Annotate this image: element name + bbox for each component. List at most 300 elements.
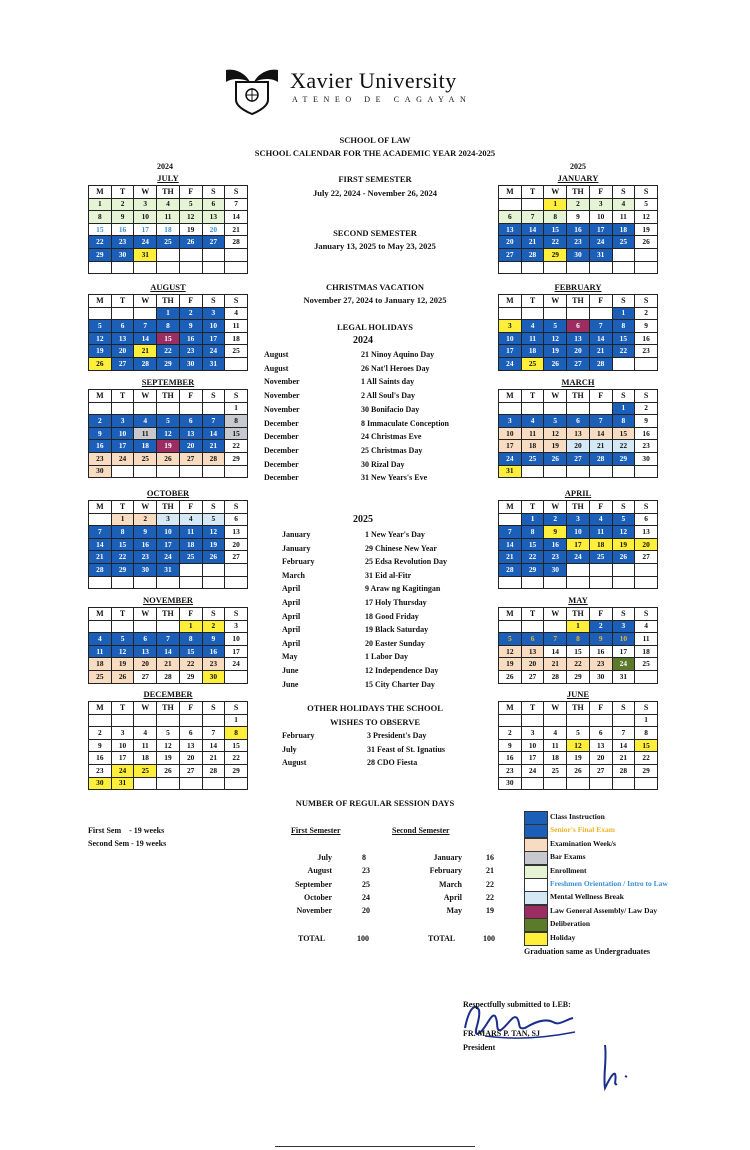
weekday-header: TH	[567, 608, 590, 621]
day-cell: 17	[157, 538, 180, 551]
day-cell: 2	[567, 198, 590, 211]
day-cell	[89, 513, 112, 526]
day-cell: 10	[157, 526, 180, 539]
day-cell: 3	[521, 727, 544, 740]
month-table-january	[498, 185, 658, 274]
day-cell: 19	[157, 440, 180, 453]
day-cell: 27	[499, 248, 522, 261]
day-cell: 7	[589, 415, 612, 428]
month-title-may: MAY	[568, 595, 588, 605]
weekday-header: W	[134, 702, 157, 715]
day-cell: 8	[89, 211, 112, 224]
day-cell	[589, 714, 612, 727]
day-cell: 21	[202, 440, 225, 453]
month-title-april: APRIL	[564, 488, 592, 498]
day-cell: 29	[225, 764, 248, 777]
day-cell: 1	[225, 714, 248, 727]
legend-swatch	[524, 851, 548, 865]
weekday-header: T	[111, 501, 134, 514]
day-cell: 26	[202, 551, 225, 564]
day-cell	[521, 402, 544, 415]
day-cell: 17	[521, 752, 544, 765]
day-cell: 24	[612, 658, 635, 671]
day-cell: 18	[612, 223, 635, 236]
day-cell	[111, 261, 134, 274]
day-cell: 21	[612, 752, 635, 765]
day-cell	[134, 620, 157, 633]
weekday-header: F	[179, 702, 202, 715]
day-cell: 25	[521, 452, 544, 465]
month-title-january: JANUARY	[557, 173, 599, 183]
day-cell: 12	[202, 526, 225, 539]
day-cell: 16	[111, 223, 134, 236]
day-cell: 31	[134, 248, 157, 261]
weekday-header: W	[134, 501, 157, 514]
day-cell: 15	[225, 427, 248, 440]
day-cell	[111, 620, 134, 633]
holiday-name: 28 CDO Fiesta	[367, 758, 418, 768]
day-cell: 5	[612, 513, 635, 526]
day-cell: 29	[179, 670, 202, 683]
holiday-month: June	[282, 679, 299, 689]
day-cell: 3	[202, 307, 225, 320]
day-cell	[544, 777, 567, 790]
weekday-header: M	[89, 390, 112, 403]
day-cell	[225, 670, 248, 683]
day-cell: 8	[612, 320, 635, 333]
weekday-header: M	[499, 608, 522, 621]
day-cell	[635, 248, 658, 261]
day-cell	[612, 261, 635, 274]
day-cell: 15	[89, 223, 112, 236]
session-month: February	[429, 866, 462, 876]
weekday-header: W	[134, 608, 157, 621]
day-cell: 6	[111, 320, 134, 333]
day-cell	[567, 307, 590, 320]
day-cell: 22	[157, 345, 180, 358]
weekday-header: T	[111, 186, 134, 199]
holiday-name: 20 Easter Sunday	[365, 638, 425, 648]
day-cell	[179, 576, 202, 589]
second-total-value: 100	[483, 934, 495, 943]
day-cell	[544, 402, 567, 415]
day-cell: 28	[157, 670, 180, 683]
month-table-november	[88, 607, 248, 684]
weekday-header: T	[521, 186, 544, 199]
day-cell: 28	[589, 452, 612, 465]
day-cell: 10	[134, 211, 157, 224]
day-cell: 22	[225, 440, 248, 453]
month-title-march: MARCH	[561, 377, 595, 387]
session-count: 21	[486, 866, 494, 876]
day-cell: 6	[179, 415, 202, 428]
day-cell: 17	[567, 538, 590, 551]
day-cell	[635, 576, 658, 589]
day-cell	[499, 307, 522, 320]
day-cell: 16	[89, 752, 112, 765]
day-cell: 28	[521, 248, 544, 261]
weekday-header: TH	[157, 186, 180, 199]
legal-holidays-2025-year: 2025	[353, 514, 373, 525]
day-cell: 14	[589, 332, 612, 345]
day-cell: 6	[134, 633, 157, 646]
day-cell	[589, 307, 612, 320]
month-table-august	[88, 294, 248, 371]
day-cell: 21	[157, 658, 180, 671]
holiday-month: January	[282, 543, 311, 553]
day-cell: 15	[612, 332, 635, 345]
day-cell: 11	[179, 526, 202, 539]
day-cell: 30	[89, 465, 112, 478]
first-sem-weeks: First Sem - 19 weeks	[88, 826, 165, 835]
day-cell	[567, 714, 590, 727]
holiday-month: November	[264, 391, 300, 401]
day-cell	[157, 576, 180, 589]
day-cell: 5	[157, 415, 180, 428]
day-cell: 18	[134, 752, 157, 765]
day-cell: 23	[202, 658, 225, 671]
day-cell: 25	[589, 551, 612, 564]
day-cell: 30	[567, 248, 590, 261]
session-month: May	[446, 906, 462, 916]
day-cell: 2	[89, 727, 112, 740]
day-cell	[567, 777, 590, 790]
weekday-header: TH	[157, 295, 180, 308]
day-cell	[567, 465, 590, 478]
day-cell: 2	[499, 727, 522, 740]
weekday-header: M	[499, 186, 522, 199]
holiday-month: December	[264, 473, 299, 483]
day-cell	[589, 563, 612, 576]
day-cell: 23	[134, 551, 157, 564]
day-cell: 20	[179, 440, 202, 453]
day-cell: 12	[179, 211, 202, 224]
first-total-label: TOTAL	[298, 934, 326, 943]
day-cell: 5	[89, 320, 112, 333]
legend-label: Bar Exams	[550, 852, 586, 862]
day-cell	[635, 357, 658, 370]
day-cell	[499, 513, 522, 526]
day-cell: 1	[179, 620, 202, 633]
day-cell: 4	[225, 307, 248, 320]
legend-swatch	[524, 932, 548, 946]
day-cell: 15	[157, 332, 180, 345]
logo-crest-icon	[222, 66, 282, 116]
weekday-header: F	[179, 390, 202, 403]
month-title-october: OCTOBER	[146, 488, 190, 498]
day-cell	[521, 777, 544, 790]
day-cell: 3	[499, 415, 522, 428]
weekday-header: F	[589, 186, 612, 199]
holiday-month: April	[282, 638, 301, 648]
day-cell: 28	[202, 764, 225, 777]
day-cell	[612, 248, 635, 261]
day-cell: 26	[157, 764, 180, 777]
month-table-june	[498, 701, 658, 790]
day-cell	[499, 620, 522, 633]
day-cell: 9	[635, 320, 658, 333]
day-cell: 12	[612, 526, 635, 539]
day-cell	[179, 261, 202, 274]
day-cell: 6	[567, 415, 590, 428]
holiday-month: March	[282, 570, 305, 580]
signature-submitted: Respectfully submitted to LEB:	[463, 1000, 571, 1009]
day-cell	[225, 357, 248, 370]
weekday-header: TH	[567, 390, 590, 403]
day-cell: 8	[111, 526, 134, 539]
day-cell: 18	[635, 645, 658, 658]
weekday-header: S	[635, 608, 658, 621]
day-cell: 29	[225, 452, 248, 465]
day-cell	[179, 777, 202, 790]
day-cell	[225, 777, 248, 790]
weekday-header: S	[202, 295, 225, 308]
day-cell: 22	[89, 236, 112, 249]
day-cell: 31	[157, 563, 180, 576]
day-cell	[612, 714, 635, 727]
month-table-march	[498, 389, 658, 478]
weekday-header: S	[635, 390, 658, 403]
day-cell: 6	[225, 513, 248, 526]
day-cell: 22	[225, 752, 248, 765]
day-cell: 3	[157, 513, 180, 526]
day-cell: 27	[134, 670, 157, 683]
university-logo	[222, 66, 282, 116]
legend-swatch	[524, 905, 548, 919]
weekday-header: S	[635, 501, 658, 514]
day-cell: 31	[499, 465, 522, 478]
day-cell: 23	[589, 658, 612, 671]
holiday-name: 9 Araw ng Kagitingan	[365, 584, 441, 594]
day-cell	[544, 620, 567, 633]
day-cell	[157, 248, 180, 261]
day-cell: 3	[111, 415, 134, 428]
day-cell	[134, 307, 157, 320]
holiday-name: 12 Independence Day	[365, 666, 439, 675]
day-cell: 6	[589, 727, 612, 740]
day-cell: 20	[225, 538, 248, 551]
day-cell	[202, 576, 225, 589]
weekday-header: F	[179, 186, 202, 199]
day-cell	[635, 465, 658, 478]
weekday-header: TH	[567, 501, 590, 514]
holiday-name: 3 President's Day	[367, 731, 427, 740]
second-semester-dates: January 13, 2025 to May 23, 2025	[314, 241, 436, 251]
day-cell: 3	[111, 727, 134, 740]
day-cell: 9	[134, 526, 157, 539]
day-cell	[111, 576, 134, 589]
day-cell: 16	[89, 440, 112, 453]
day-cell: 8	[179, 633, 202, 646]
day-cell: 29	[157, 357, 180, 370]
day-cell: 22	[544, 236, 567, 249]
month-table-october	[88, 500, 248, 589]
session-count: 19	[486, 906, 494, 916]
day-cell: 15	[612, 427, 635, 440]
day-cell	[612, 563, 635, 576]
day-cell: 3	[499, 320, 522, 333]
day-cell: 3	[612, 620, 635, 633]
day-cell: 7	[589, 320, 612, 333]
day-cell: 4	[521, 415, 544, 428]
holiday-name: 1 New Year's Day	[365, 530, 425, 539]
day-cell: 27	[635, 551, 658, 564]
weekday-header: S	[225, 295, 248, 308]
day-cell: 25	[134, 452, 157, 465]
holiday-name: 30 Rizal Day	[361, 459, 405, 469]
day-cell	[225, 576, 248, 589]
day-cell: 11	[225, 320, 248, 333]
day-cell: 16	[202, 645, 225, 658]
holiday-name: 24 Christmas Eve	[361, 432, 422, 442]
day-cell: 15	[225, 739, 248, 752]
day-cell: 28	[89, 563, 112, 576]
day-cell	[157, 402, 180, 415]
day-cell	[89, 402, 112, 415]
day-cell	[589, 402, 612, 415]
day-cell	[635, 777, 658, 790]
day-cell: 14	[202, 739, 225, 752]
legend-swatch	[524, 878, 548, 892]
day-cell: 4	[179, 513, 202, 526]
day-cell: 8	[157, 320, 180, 333]
day-cell: 13	[499, 223, 522, 236]
day-cell: 14	[157, 645, 180, 658]
weekday-header: S	[635, 295, 658, 308]
day-cell: 15	[567, 645, 590, 658]
holiday-month: June	[282, 666, 299, 675]
day-cell: 10	[499, 332, 522, 345]
session-count: 20	[362, 906, 370, 916]
day-cell: 16	[544, 538, 567, 551]
day-cell: 1	[612, 307, 635, 320]
day-cell: 19	[567, 752, 590, 765]
month-table-february	[498, 294, 658, 371]
day-cell	[544, 261, 567, 274]
day-cell: 13	[202, 211, 225, 224]
day-cell: 26	[544, 357, 567, 370]
day-cell	[635, 563, 658, 576]
day-cell: 16	[179, 332, 202, 345]
school-name: SCHOOL OF LAW	[339, 135, 411, 145]
day-cell: 26	[111, 670, 134, 683]
footer-rule	[275, 1146, 475, 1147]
day-cell: 18	[134, 440, 157, 453]
day-cell	[134, 261, 157, 274]
weekday-header: TH	[157, 608, 180, 621]
weekday-header: W	[544, 295, 567, 308]
day-cell: 22	[179, 658, 202, 671]
day-cell	[89, 714, 112, 727]
holiday-name: 31 Eid al-Fitr	[365, 570, 412, 580]
initials-mark	[597, 1040, 637, 1095]
day-cell: 11	[544, 739, 567, 752]
day-cell: 5	[111, 633, 134, 646]
day-cell	[202, 465, 225, 478]
day-cell: 11	[134, 739, 157, 752]
day-cell: 25	[157, 236, 180, 249]
day-cell: 5	[544, 415, 567, 428]
day-cell	[225, 248, 248, 261]
day-cell	[111, 465, 134, 478]
day-cell	[225, 563, 248, 576]
day-cell: 29	[635, 764, 658, 777]
day-cell	[179, 563, 202, 576]
day-cell	[544, 307, 567, 320]
weekday-header: M	[499, 501, 522, 514]
weekday-header: TH	[157, 390, 180, 403]
christmas-vacation-dates: November 27, 2024 to January 12, 2025	[303, 295, 447, 305]
day-cell: 13	[111, 332, 134, 345]
day-cell	[179, 248, 202, 261]
weekday-header: S	[225, 608, 248, 621]
day-cell: 16	[567, 223, 590, 236]
day-cell: 11	[157, 211, 180, 224]
day-cell: 12	[499, 645, 522, 658]
day-cell	[134, 714, 157, 727]
legend-label: Mental Wellness Break	[550, 892, 624, 902]
day-cell: 4	[157, 198, 180, 211]
weekday-header: T	[521, 702, 544, 715]
day-cell: 9	[202, 633, 225, 646]
day-cell	[612, 465, 635, 478]
day-cell: 30	[111, 248, 134, 261]
day-cell: 2	[89, 415, 112, 428]
day-cell	[179, 714, 202, 727]
day-cell: 7	[134, 320, 157, 333]
month-title-july: JULY	[157, 173, 179, 183]
day-cell: 16	[134, 538, 157, 551]
holiday-name: 15 City Charter Day	[365, 679, 435, 689]
day-cell: 10	[499, 427, 522, 440]
day-cell	[179, 465, 202, 478]
day-cell	[134, 777, 157, 790]
day-cell: 30	[544, 563, 567, 576]
legend-swatch	[524, 838, 548, 852]
weekday-header: S	[202, 390, 225, 403]
legend-label: Enrollment	[550, 865, 587, 875]
day-cell: 11	[589, 526, 612, 539]
day-cell: 22	[612, 345, 635, 358]
day-cell: 22	[567, 658, 590, 671]
day-cell: 24	[157, 551, 180, 564]
month-table-may	[498, 607, 658, 684]
holiday-month: February	[282, 557, 315, 567]
day-cell: 21	[589, 440, 612, 453]
weekday-header: T	[521, 608, 544, 621]
day-cell: 23	[544, 551, 567, 564]
day-cell: 10	[612, 633, 635, 646]
weekday-header: W	[544, 390, 567, 403]
day-cell: 18	[157, 223, 180, 236]
session-count: 8	[362, 853, 366, 862]
weekday-header: TH	[157, 702, 180, 715]
session-count: 25	[362, 879, 370, 889]
day-cell: 26	[89, 357, 112, 370]
weekday-header: T	[111, 390, 134, 403]
month-title-december: DECEMBER	[143, 689, 193, 699]
holiday-month: August	[282, 758, 307, 768]
day-cell	[111, 714, 134, 727]
day-cell: 27	[179, 452, 202, 465]
holiday-name: 31 New Years's Eve	[361, 473, 428, 483]
weekday-header: S	[225, 390, 248, 403]
holiday-month: August	[264, 350, 289, 359]
session-count: 23	[362, 866, 370, 876]
weekday-header: F	[179, 295, 202, 308]
day-cell: 12	[544, 332, 567, 345]
day-cell	[612, 777, 635, 790]
